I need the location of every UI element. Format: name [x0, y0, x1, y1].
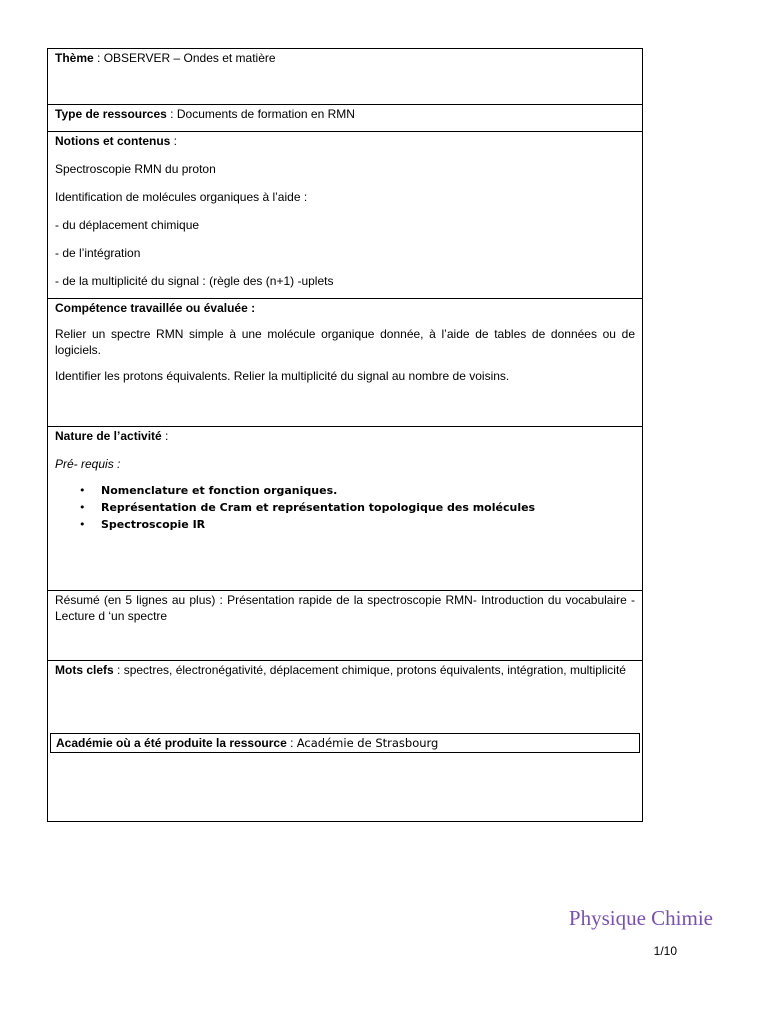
type-ressources-section [48, 105, 642, 132]
resource-sheet [47, 48, 643, 822]
notions-line: Identification de molécules organiques à l’aide : [55, 190, 308, 204]
academie-section [50, 733, 640, 753]
competence-section [48, 299, 642, 427]
academie-sep: : [286, 736, 297, 750]
nature-section [48, 427, 642, 591]
type-ressources-value: Documents de formation en RMN [176, 107, 355, 121]
notions-label: Notions et contenus [55, 134, 171, 148]
mots-clefs-section [48, 661, 642, 733]
theme-label: Thème [55, 51, 94, 65]
nature-label: Nature de l’activité [55, 429, 162, 443]
competence-line: Relier un spectre RMN simple à une molécule organique donnée, à l’aide de tables de données ou de logiciels. [55, 327, 635, 357]
bullet-icon: • [79, 518, 86, 531]
list-item [79, 482, 635, 499]
notions-sep: : [170, 134, 178, 148]
prerequis-item: Nomenclature et fonction organiques. [101, 484, 338, 497]
notions-line: - de l’intégration [55, 246, 141, 260]
resume-section [48, 591, 642, 661]
mots-clefs-value: : spectres, électronégativité, déplacement chimique, protons équivalents, intégration, multiplicité [113, 663, 626, 677]
notions-section [48, 132, 642, 299]
type-ressources-sep: : [166, 107, 177, 121]
footer-title: Physique Chimie [568, 906, 713, 930]
mots-clefs-label: Mots clefs [55, 663, 114, 677]
notions-line: - du déplacement chimique [55, 218, 200, 232]
bullet-icon: • [79, 501, 86, 514]
prerequis-list [55, 482, 635, 533]
resume-text: Résumé (en 5 lignes au plus) : Présentation rapide de la spectroscopie RMN- Introduction du vocabulaire - Lecture d ‘un spectre [55, 593, 635, 623]
academie-label: Académie où a été produite la ressource [56, 736, 287, 750]
page-number: 1/10 [653, 944, 677, 958]
theme-sep: : [93, 51, 104, 65]
list-item [79, 516, 635, 533]
prerequis-item: Spectroscopie IR [101, 518, 206, 531]
bullet-icon: • [79, 484, 86, 497]
prerequis-item: Représentation de Cram et représentation topologique des molécules [101, 501, 536, 514]
competence-line: Identifier les protons équivalents. Relier la multiplicité du signal au nombre de voisins. [55, 369, 510, 383]
theme-value: OBSERVER – Ondes et matière [103, 51, 276, 65]
prerequis-label: Pré- requis : [55, 457, 121, 471]
notions-line: - de la multiplicité du signal : (règle des (n+1) -uplets [55, 274, 334, 288]
list-item [79, 499, 635, 516]
nature-sep: : [161, 429, 169, 443]
theme-section [48, 49, 642, 105]
notions-line: Spectroscopie RMN du proton [55, 162, 216, 176]
type-ressources-label: Type de ressources [55, 107, 167, 121]
academie-value: Académie de Strasbourg [296, 736, 439, 750]
competence-label: Compétence travaillée ou évaluée : [55, 301, 256, 315]
